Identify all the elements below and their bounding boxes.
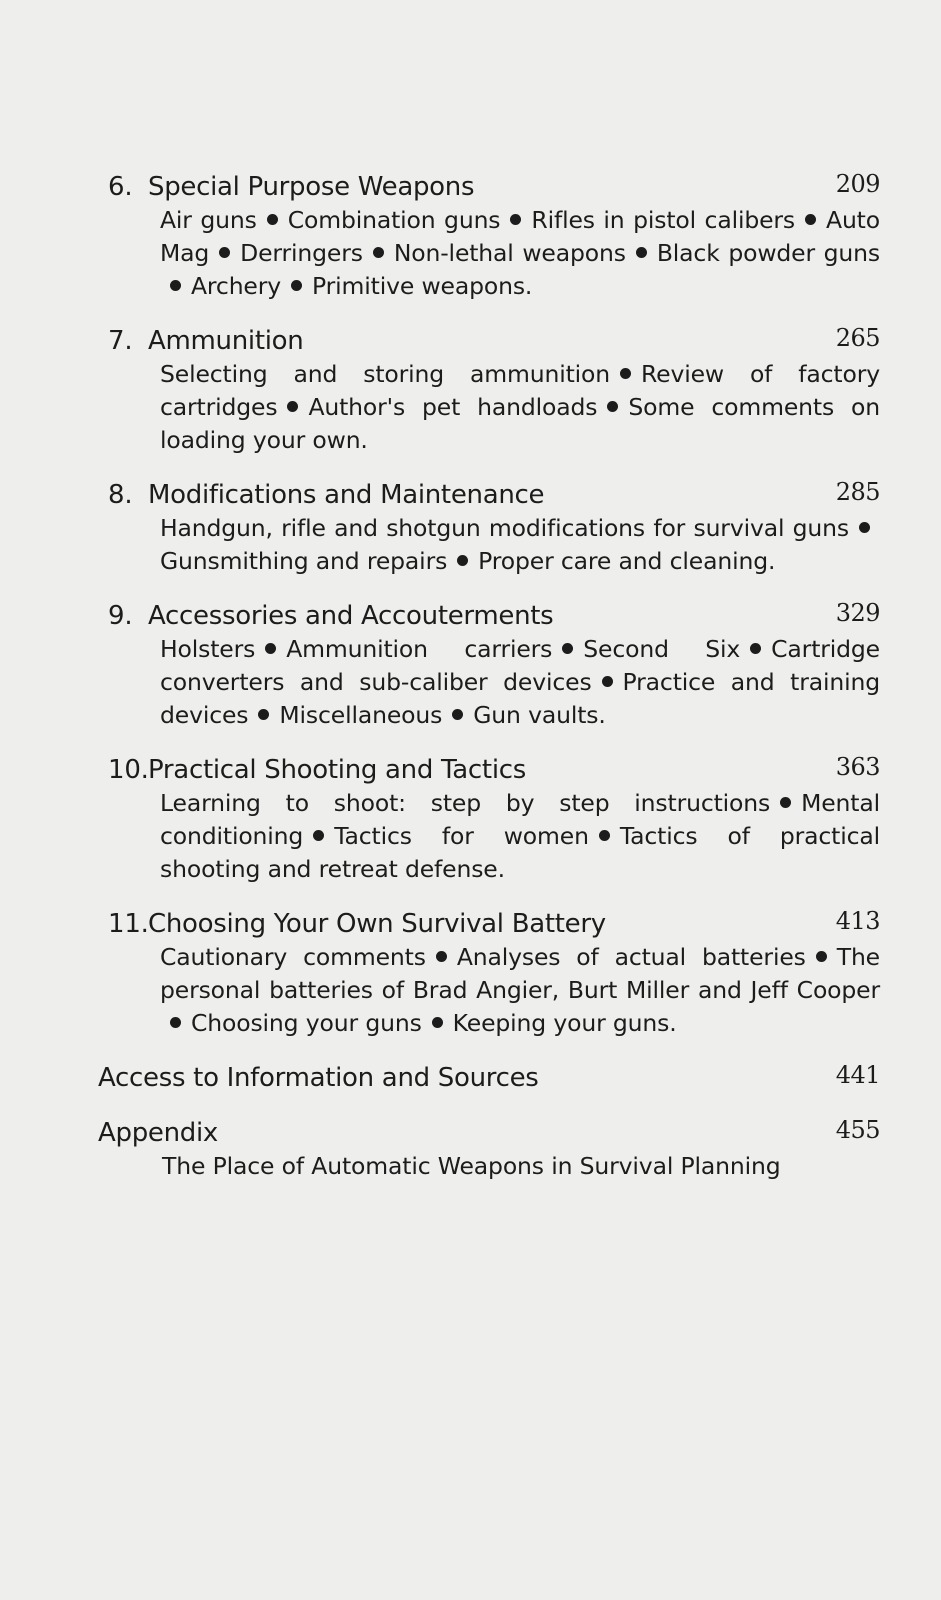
chapter-topics bbox=[160, 358, 880, 457]
topic: Gunsmithing and repairs bbox=[160, 547, 448, 575]
page-number: 363 bbox=[835, 753, 880, 781]
bullet-icon bbox=[432, 1017, 443, 1028]
toc-entry-heading bbox=[98, 1061, 880, 1095]
bullet-icon bbox=[859, 522, 870, 533]
toc-entry-heading bbox=[98, 907, 880, 941]
topic: Practice and training devices bbox=[160, 668, 881, 729]
toc-entry-heading bbox=[98, 753, 880, 787]
page-number: 209 bbox=[835, 170, 880, 198]
topic: Tactics of practical shooting and retreat defense. bbox=[160, 822, 880, 883]
bullet-icon bbox=[452, 709, 463, 720]
bullet-icon bbox=[599, 830, 610, 841]
chapter-title: Accessories and Accouterments bbox=[148, 601, 554, 631]
topic: Learning to shoot: step by step instructions bbox=[160, 789, 771, 817]
bullet-icon bbox=[436, 951, 447, 962]
topic: Proper care and cleaning. bbox=[478, 547, 776, 575]
topic: Selecting and storing ammunition bbox=[160, 360, 611, 388]
topic: Cautionary comments bbox=[160, 943, 426, 971]
page-number: 413 bbox=[835, 907, 880, 935]
topic: Tactics for women bbox=[334, 822, 589, 850]
toc-entry-6 bbox=[98, 170, 880, 303]
toc-entry-access-to-information bbox=[98, 1061, 880, 1095]
topic: Black powder guns bbox=[656, 239, 880, 267]
chapter-number: 11. bbox=[108, 909, 149, 939]
toc-entry-10 bbox=[98, 753, 880, 886]
topic: Keeping your guns. bbox=[452, 1009, 677, 1037]
topic: Author's pet handloads bbox=[308, 393, 598, 421]
topic: Holsters bbox=[160, 635, 256, 663]
page-number: 285 bbox=[835, 478, 880, 506]
toc-entry-11 bbox=[98, 907, 880, 1040]
bullet-icon bbox=[170, 280, 181, 291]
chapter-number: 6. bbox=[108, 172, 133, 202]
topic: Miscellaneous bbox=[279, 701, 443, 729]
chapter-title: Ammunition bbox=[148, 326, 304, 356]
bullet-icon bbox=[291, 280, 302, 291]
toc-entry-heading bbox=[98, 170, 880, 204]
chapter-title: Modifications and Maintenance bbox=[148, 480, 545, 510]
topic: Review of factory cartridges bbox=[160, 360, 880, 421]
topic: Primitive weapons. bbox=[312, 272, 533, 300]
chapter-topics bbox=[160, 787, 880, 886]
topic: Second Six bbox=[583, 635, 741, 663]
chapter-topics bbox=[160, 512, 880, 578]
toc-entry-7 bbox=[98, 324, 880, 457]
bullet-icon bbox=[267, 214, 278, 225]
topic: Rifles in pistol calibers bbox=[531, 206, 796, 234]
chapter-title: Practical Shooting and Tactics bbox=[148, 755, 526, 785]
topic: Combination guns bbox=[287, 206, 501, 234]
table-of-contents bbox=[98, 170, 880, 1204]
topic: The personal batteries of Brad Angier, Burt Miller and Jeff Cooper bbox=[160, 943, 880, 1004]
topic: Air guns bbox=[160, 206, 257, 234]
toc-entry-appendix bbox=[98, 1116, 880, 1183]
chapter-topics bbox=[160, 633, 880, 732]
bullet-icon bbox=[219, 247, 230, 258]
topic: Gun vaults. bbox=[473, 701, 606, 729]
toc-entry-heading bbox=[98, 324, 880, 358]
toc-entry-8 bbox=[98, 478, 880, 578]
toc-entry-heading bbox=[98, 1116, 880, 1150]
bullet-icon bbox=[287, 401, 298, 412]
topic: Some comments on loading your own. bbox=[160, 393, 880, 454]
page-number: 455 bbox=[835, 1116, 880, 1144]
chapter-title: Special Purpose Weapons bbox=[148, 172, 475, 202]
toc-entry-9 bbox=[98, 599, 880, 732]
topic: Non-lethal weapons bbox=[393, 239, 626, 267]
bullet-icon bbox=[816, 951, 827, 962]
bullet-icon bbox=[265, 643, 276, 654]
bullet-icon bbox=[258, 709, 269, 720]
page-number: 329 bbox=[835, 599, 880, 627]
topic: Mental conditioning bbox=[160, 789, 880, 850]
appendix-subtitle: The Place of Automatic Weapons in Survival Planning bbox=[162, 1152, 781, 1180]
section-title: Access to Information and Sources bbox=[98, 1063, 539, 1093]
chapter-number: 8. bbox=[108, 480, 133, 510]
toc-entry-heading bbox=[98, 478, 880, 512]
bullet-icon bbox=[562, 643, 573, 654]
section-title: Appendix bbox=[98, 1118, 218, 1148]
chapter-number: 7. bbox=[108, 326, 133, 356]
bullet-icon bbox=[170, 1017, 181, 1028]
bullet-icon bbox=[602, 676, 613, 687]
bullet-icon bbox=[373, 247, 384, 258]
bullet-icon bbox=[636, 247, 647, 258]
chapter-topics bbox=[160, 941, 880, 1040]
bullet-icon bbox=[313, 830, 324, 841]
chapter-title: Choosing Your Own Survival Battery bbox=[148, 909, 606, 939]
page-number: 265 bbox=[835, 324, 880, 352]
bullet-icon bbox=[457, 555, 468, 566]
topic: Cartridge converters and sub-caliber devices bbox=[160, 635, 880, 696]
topic: Choosing your guns bbox=[191, 1009, 422, 1037]
topic: Analyses of actual batteries bbox=[456, 943, 806, 971]
topic: Archery bbox=[191, 272, 282, 300]
topic: Auto Mag bbox=[160, 206, 880, 267]
bullet-icon bbox=[620, 368, 631, 379]
bullet-icon bbox=[607, 401, 618, 412]
topic: Handgun, rifle and shotgun modifications for survival guns bbox=[160, 514, 849, 542]
topic: Ammunition carriers bbox=[286, 635, 553, 663]
bullet-icon bbox=[780, 797, 791, 808]
toc-entry-heading bbox=[98, 599, 880, 633]
chapter-topics bbox=[160, 204, 880, 303]
bullet-icon bbox=[750, 643, 761, 654]
bullet-icon bbox=[805, 214, 816, 225]
chapter-number: 10. bbox=[108, 755, 149, 785]
chapter-number: 9. bbox=[108, 601, 133, 631]
topic: Derringers bbox=[240, 239, 363, 267]
page-number: 441 bbox=[835, 1061, 880, 1089]
bullet-icon bbox=[510, 214, 521, 225]
